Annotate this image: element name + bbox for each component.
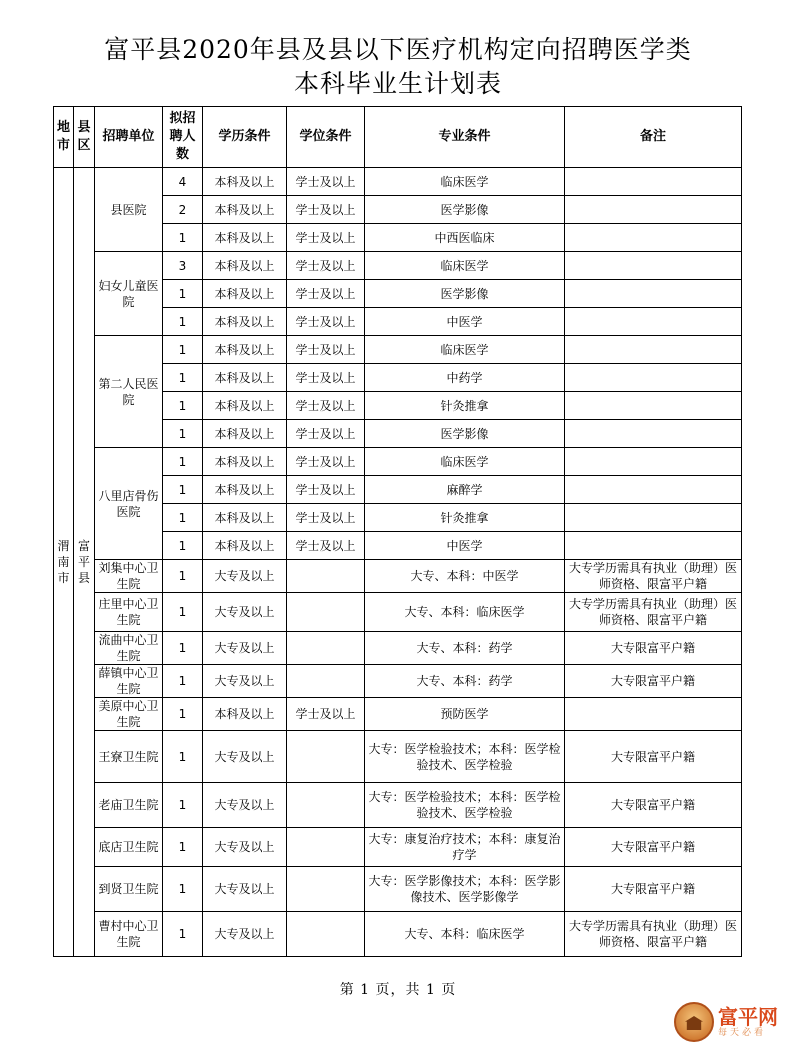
unit-name-cell: 王寮卫生院: [95, 731, 163, 783]
degree-cell: 学士及以上: [287, 196, 365, 224]
page-footer: 第 1 页，共 1 页: [339, 982, 457, 998]
education-cell: 本科及以上: [203, 476, 287, 504]
major-cell: 大专、本科：药学: [365, 665, 565, 698]
remark-cell: 大专学历需具有执业（助理）医师资格、限富平户籍: [565, 912, 742, 957]
education-cell: 本科及以上: [203, 224, 287, 252]
remark-cell: 大专限富平户籍: [565, 731, 742, 783]
degree-cell: [287, 731, 365, 783]
major-cell: 大专：医学检验技术；本科：医学检验技术、医学检验: [365, 731, 565, 783]
count-cell: 1: [163, 665, 203, 698]
table-row: [54, 252, 742, 280]
tower-icon: [674, 1002, 714, 1042]
remark-cell: [565, 532, 742, 560]
remark-cell: [565, 336, 742, 364]
degree-cell: 学士及以上: [287, 448, 365, 476]
major-cell: 针灸推拿: [365, 392, 565, 420]
major-cell: 大专：康复治疗技术；本科：康复治疗学: [365, 828, 565, 867]
title-line-1: 富平县2020年县及县以下医疗机构定向招聘医学类: [104, 35, 692, 64]
education-cell: 本科及以上: [203, 392, 287, 420]
count-cell: 1: [163, 504, 203, 532]
education-cell: 本科及以上: [203, 196, 287, 224]
major-cell: 预防医学: [365, 698, 565, 731]
major-cell: 大专：医学影像技术；本科：医学影像技术、医学影像学: [365, 867, 565, 912]
unit-name-cell: 美原中心卫生院: [95, 698, 163, 731]
table-row: [54, 912, 742, 957]
count-cell: 1: [163, 632, 203, 665]
count-cell: 1: [163, 698, 203, 731]
header-county: 县区: [74, 107, 95, 168]
table-row: [54, 665, 742, 698]
major-cell: 中医学: [365, 308, 565, 336]
education-cell: 大专及以上: [203, 783, 287, 828]
remark-cell: [565, 168, 742, 196]
count-cell: 1: [163, 364, 203, 392]
major-cell: 大专、本科：中医学: [365, 560, 565, 593]
header-count: 拟招聘人数: [163, 107, 203, 168]
table-body: [54, 168, 742, 957]
table-row: [54, 336, 742, 364]
count-cell: 1: [163, 476, 203, 504]
title-line-2: 本科毕业生计划表: [293, 69, 502, 98]
remark-cell: [565, 476, 742, 504]
header-education: 学历条件: [203, 107, 287, 168]
degree-cell: 学士及以上: [287, 392, 365, 420]
table-row: [54, 867, 742, 912]
degree-cell: 学士及以上: [287, 168, 365, 196]
count-cell: 1: [163, 783, 203, 828]
education-cell: 大专及以上: [203, 632, 287, 665]
header-row: [54, 107, 742, 168]
education-cell: 本科及以上: [203, 252, 287, 280]
major-cell: 针灸推拿: [365, 504, 565, 532]
table-row: [54, 632, 742, 665]
count-cell: 1: [163, 912, 203, 957]
recruitment-table: [53, 106, 742, 957]
degree-cell: 学士及以上: [287, 224, 365, 252]
remark-cell: [565, 698, 742, 731]
degree-cell: 学士及以上: [287, 698, 365, 731]
degree-cell: [287, 560, 365, 593]
table-row: [54, 783, 742, 828]
degree-cell: 学士及以上: [287, 308, 365, 336]
remark-cell: [565, 280, 742, 308]
table-row: [54, 593, 742, 632]
unit-name-cell: 刘集中心卫生院: [95, 560, 163, 593]
remark-cell: [565, 224, 742, 252]
degree-cell: [287, 828, 365, 867]
table-row: [54, 828, 742, 867]
degree-cell: 学士及以上: [287, 420, 365, 448]
education-cell: 本科及以上: [203, 420, 287, 448]
remark-cell: 大专学历需具有执业（助理）医师资格、限富平户籍: [565, 593, 742, 632]
unit-name-cell: 八里店骨伤医院: [95, 448, 163, 560]
major-cell: 医学影像: [365, 280, 565, 308]
table-row: [54, 560, 742, 593]
header-unit: 招聘单位: [95, 107, 163, 168]
education-cell: 本科及以上: [203, 336, 287, 364]
degree-cell: 学士及以上: [287, 504, 365, 532]
degree-cell: [287, 593, 365, 632]
degree-cell: 学士及以上: [287, 364, 365, 392]
unit-name-cell: 妇女儿童医院: [95, 252, 163, 336]
major-cell: 中西医临床: [365, 224, 565, 252]
major-cell: 中医学: [365, 532, 565, 560]
remark-cell: 大专限富平户籍: [565, 783, 742, 828]
education-cell: 大专及以上: [203, 593, 287, 632]
watermark-logo: [674, 1002, 778, 1042]
education-cell: 本科及以上: [203, 532, 287, 560]
count-cell: 1: [163, 560, 203, 593]
major-cell: 医学影像: [365, 420, 565, 448]
degree-cell: [287, 665, 365, 698]
watermark-name: 富平网: [718, 1005, 778, 1029]
count-cell: 2: [163, 196, 203, 224]
county-cell: 富平县: [74, 168, 95, 957]
count-cell: 1: [163, 731, 203, 783]
unit-name-cell: 底店卫生院: [95, 828, 163, 867]
degree-cell: 学士及以上: [287, 280, 365, 308]
remark-cell: 大专限富平户籍: [565, 828, 742, 867]
education-cell: 本科及以上: [203, 364, 287, 392]
unit-name-cell: 老庙卫生院: [95, 783, 163, 828]
remark-cell: [565, 252, 742, 280]
education-cell: 大专及以上: [203, 560, 287, 593]
unit-name-cell: 薛镇中心卫生院: [95, 665, 163, 698]
remark-cell: [565, 364, 742, 392]
major-cell: 大专、本科：临床医学: [365, 912, 565, 957]
education-cell: 大专及以上: [203, 912, 287, 957]
unit-name-cell: 县医院: [95, 168, 163, 252]
remark-cell: 大专限富平户籍: [565, 632, 742, 665]
watermark-slogan: 每天必看: [718, 1028, 767, 1038]
table-row: [54, 448, 742, 476]
education-cell: 大专及以上: [203, 828, 287, 867]
remark-cell: [565, 392, 742, 420]
remark-cell: [565, 308, 742, 336]
count-cell: 1: [163, 336, 203, 364]
remark-cell: [565, 196, 742, 224]
unit-name-cell: 庄里中心卫生院: [95, 593, 163, 632]
education-cell: 本科及以上: [203, 698, 287, 731]
major-cell: 临床医学: [365, 336, 565, 364]
count-cell: 3: [163, 252, 203, 280]
city-cell: 渭南市: [54, 168, 74, 957]
count-cell: 1: [163, 448, 203, 476]
major-cell: 大专：医学检验技术；本科：医学检验技术、医学检验: [365, 783, 565, 828]
table-row: [54, 168, 742, 196]
header-remark: 备注: [565, 107, 742, 168]
major-cell: 大专、本科：药学: [365, 632, 565, 665]
remark-cell: 大专限富平户籍: [565, 665, 742, 698]
major-cell: 临床医学: [365, 448, 565, 476]
table-row: [54, 698, 742, 731]
count-cell: 1: [163, 308, 203, 336]
degree-cell: 学士及以上: [287, 252, 365, 280]
degree-cell: 学士及以上: [287, 532, 365, 560]
unit-name-cell: 流曲中心卫生院: [95, 632, 163, 665]
degree-cell: 学士及以上: [287, 336, 365, 364]
remark-cell: [565, 448, 742, 476]
remark-cell: 大专限富平户籍: [565, 867, 742, 912]
degree-cell: [287, 912, 365, 957]
unit-name-cell: 第二人民医院: [95, 336, 163, 448]
degree-cell: [287, 783, 365, 828]
count-cell: 1: [163, 593, 203, 632]
education-cell: 本科及以上: [203, 168, 287, 196]
table-row: [54, 731, 742, 783]
count-cell: 1: [163, 392, 203, 420]
degree-cell: [287, 632, 365, 665]
count-cell: 1: [163, 224, 203, 252]
major-cell: 临床医学: [365, 168, 565, 196]
education-cell: 大专及以上: [203, 665, 287, 698]
count-cell: 1: [163, 867, 203, 912]
education-cell: 本科及以上: [203, 448, 287, 476]
count-cell: 1: [163, 420, 203, 448]
unit-name-cell: 曹村中心卫生院: [95, 912, 163, 957]
degree-cell: [287, 867, 365, 912]
education-cell: 本科及以上: [203, 280, 287, 308]
education-cell: 本科及以上: [203, 504, 287, 532]
education-cell: 大专及以上: [203, 731, 287, 783]
education-cell: 大专及以上: [203, 867, 287, 912]
count-cell: 1: [163, 532, 203, 560]
remark-cell: [565, 420, 742, 448]
major-cell: 大专、本科：临床医学: [365, 593, 565, 632]
remark-cell: [565, 504, 742, 532]
education-cell: 本科及以上: [203, 308, 287, 336]
major-cell: 麻醉学: [365, 476, 565, 504]
major-cell: 中药学: [365, 364, 565, 392]
count-cell: 1: [163, 828, 203, 867]
header-city: 地市: [54, 107, 74, 168]
degree-cell: 学士及以上: [287, 476, 365, 504]
major-cell: 医学影像: [365, 196, 565, 224]
major-cell: 临床医学: [365, 252, 565, 280]
count-cell: 4: [163, 168, 203, 196]
count-cell: 1: [163, 280, 203, 308]
header-degree: 学位条件: [287, 107, 365, 168]
remark-cell: 大专学历需具有执业（助理）医师资格、限富平户籍: [565, 560, 742, 593]
unit-name-cell: 到贤卫生院: [95, 867, 163, 912]
header-major: 专业条件: [365, 107, 565, 168]
